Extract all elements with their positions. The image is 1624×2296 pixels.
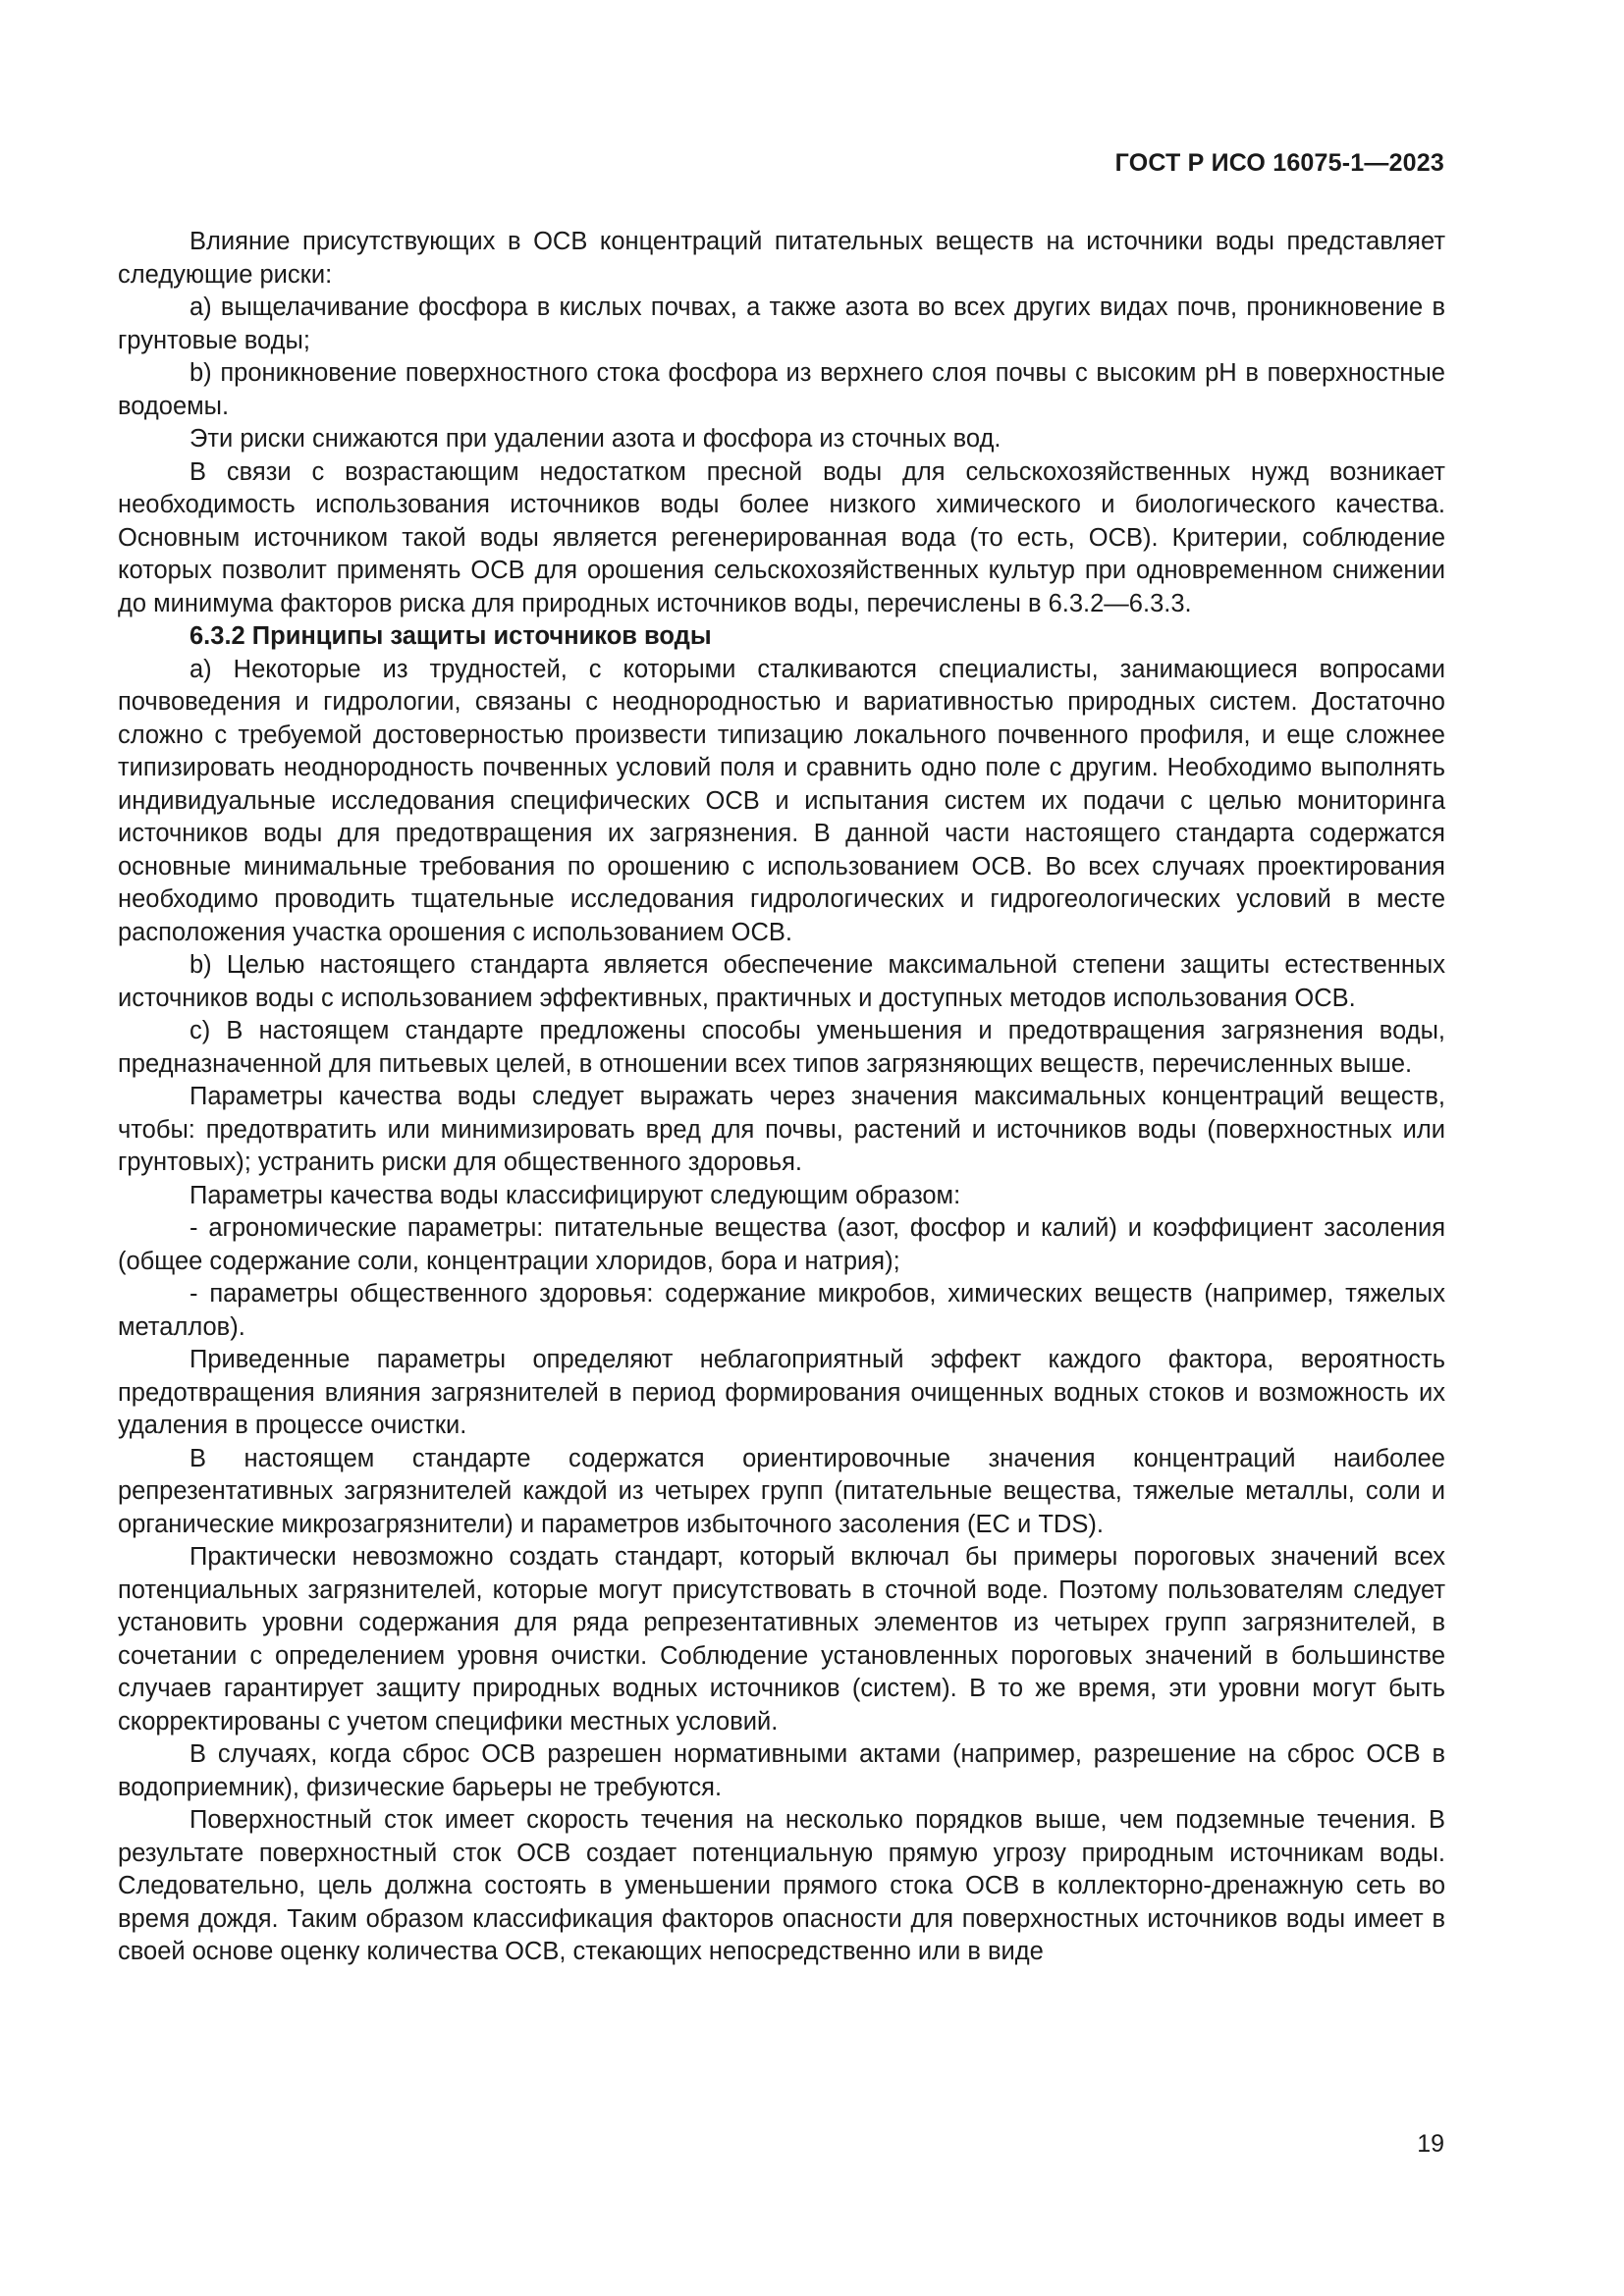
list-item-agronomic-parameters: - агрономические параметры: питательные вещества (азот, фосфор и калий) и коэффициент засоления (общее содержание соли, концентрации хлоридов, бора и натрия);	[118, 1214, 1445, 1275]
paragraph-water-shortage: В связи с возрастающим недостатком пресной воды для сельскохозяйственных нужд возникает необходимость использования источников воды более низкого химического и биологического качества. Основным источником такой воды является регенерированная вода (то есть, ОСВ). Критерии, соблюдение которых позволит применять ОСВ для орошения сельскохозяйственных культур при одновременном снижении до минимума факторов риска для природных источников воды, перечислены в 6.3.2—6.3.3.	[118, 457, 1445, 617]
paragraph-adverse-effects: Приведенные параметры определяют неблагоприятный эффект каждого фактора, вероятность предотвращения влияния загрязнителей в период формирования очищенных водных стоков и возможность их удаления в процессе очистки.	[118, 1346, 1445, 1439]
section-heading-6-3-2: 6.3.2 Принципы защиты источников воды	[189, 622, 712, 650]
paragraph-indicative-values: В настоящем стандарте содержатся ориентировочные значения концентраций наиболее репрезентативных загрязнителей каждой из четырех групп (питательные вещества, тяжелые металлы, соли и органические микрозагрязнители) и параметров избыточного засоления (ЕС и TDS).	[118, 1444, 1445, 1538]
paragraph-quality-parameters: Параметры качества воды следует выражать через значения максимальных концентраций веществ, чтобы: предотвратить или минимизировать вред для почвы, растений и источников воды (поверхностных или грунтовых); устранить риски для общественного здоровья.	[118, 1083, 1445, 1176]
list-item-b-surface-runoff: b) проникновение поверхностного стока фосфора из верхнего слоя почвы с высоким pH в поверхностные водоемы.	[118, 359, 1445, 420]
document-header-standard-id: ГОСТ Р ИСО 16075-1—2023	[1114, 149, 1444, 177]
paragraph-surface-runoff: Поверхностный сток имеет скорость течения на несколько порядков выше, чем подземные течения. В результате поверхностный сток ОСВ создает потенциальную прямую угрозу природным источникам воды. Следовательно, цель должна состоять в уменьшении прямого стока ОСВ в коллекторно-дренажную сеть во время дождя. Таким образом классификация факторов опасности для поверхностных источников воды имеет в своей основе оценку количества ОСВ, стекающих непосредственно или в виде	[118, 1806, 1445, 1965]
list-item-a-leaching: a) выщелачивание фосфора в кислых почвах, а также азота во всех других видах почв, проникновение в грунтовые воды;	[118, 294, 1445, 354]
list-item-a-difficulties: a) Некоторые из трудностей, с которыми сталкиваются специалисты, занимающиеся вопросами почвоведения и гидрологии, связаны с неоднородностью и вариативностью природных систем. Достаточно сложно с требуемой достоверностью произвести типизацию локального почвенного профиля, и еще сложнее типизировать неоднородность почвенных условий поля и сравнить одно поле с другим. Необходимо выполнять индивидуальные исследования специфических ОСВ и испытания систем их подачи с целью мониторинга источников воды для предотвращения их загрязнения. В данной части настоящего стандарта содержатся основные минимальные требования по орошению с использованием ОСВ. Во всех случаях проектирования необходимо проводить тщательные исследования гидрологических и гидрогеологических условий в месте расположения участка орошения с использованием ОСВ.	[118, 655, 1445, 946]
paragraph-nutrient-risks-intro: Влияние присутствующих в ОСВ концентраций питательных веществ на источники воды представляет следующие риски:	[118, 228, 1445, 289]
list-item-public-health-parameters: - параметры общественного здоровья: содержание микробов, химических веществ (например, тяжелых металлов).	[118, 1280, 1445, 1341]
page-number: 19	[1417, 2130, 1444, 2158]
list-item-b-purpose: b) Целью настоящего стандарта является обеспечение максимальной степени защиты естественных источников воды с использованием эффективных, практичных и доступных методов использования ОСВ.	[118, 951, 1445, 1012]
list-item-c-prevention: c) В настоящем стандарте предложены способы уменьшения и предотвращения загрязнения воды, предназначенной для питьевых целей, в отношении всех типов загрязняющих веществ, перечисленных выше.	[118, 1017, 1445, 1078]
paragraph-classification-intro: Параметры качества воды классифицируют следующим образом:	[189, 1181, 961, 1209]
document-body	[118, 226, 1445, 1969]
paragraph-discharge-permitted: В случаях, когда сброс ОСВ разрешен нормативными актами (например, разрешение на сброс ОСВ в водоприемник), физические барьеры не требуются.	[118, 1740, 1445, 1801]
paragraph-risk-reduction: Эти риски снижаются при удалении азота и фосфора из сточных вод.	[189, 425, 1001, 453]
paragraph-threshold-values: Практически невозможно создать стандарт, который включал бы примеры пороговых значений всех потенциальных загрязнителей, которые могут присутствовать в сточной воде. Поэтому пользователям следует установить уровни содержания для ряда репрезентативных элементов из четырех групп загрязнителей, в сочетании с определением уровня очистки. Соблюдение установленных пороговых значений в большинстве случаев гарантирует защиту природных водных источников (систем). В то же время, эти уровни могут быть скорректированы с учетом специфики местных условий.	[118, 1543, 1445, 1735]
